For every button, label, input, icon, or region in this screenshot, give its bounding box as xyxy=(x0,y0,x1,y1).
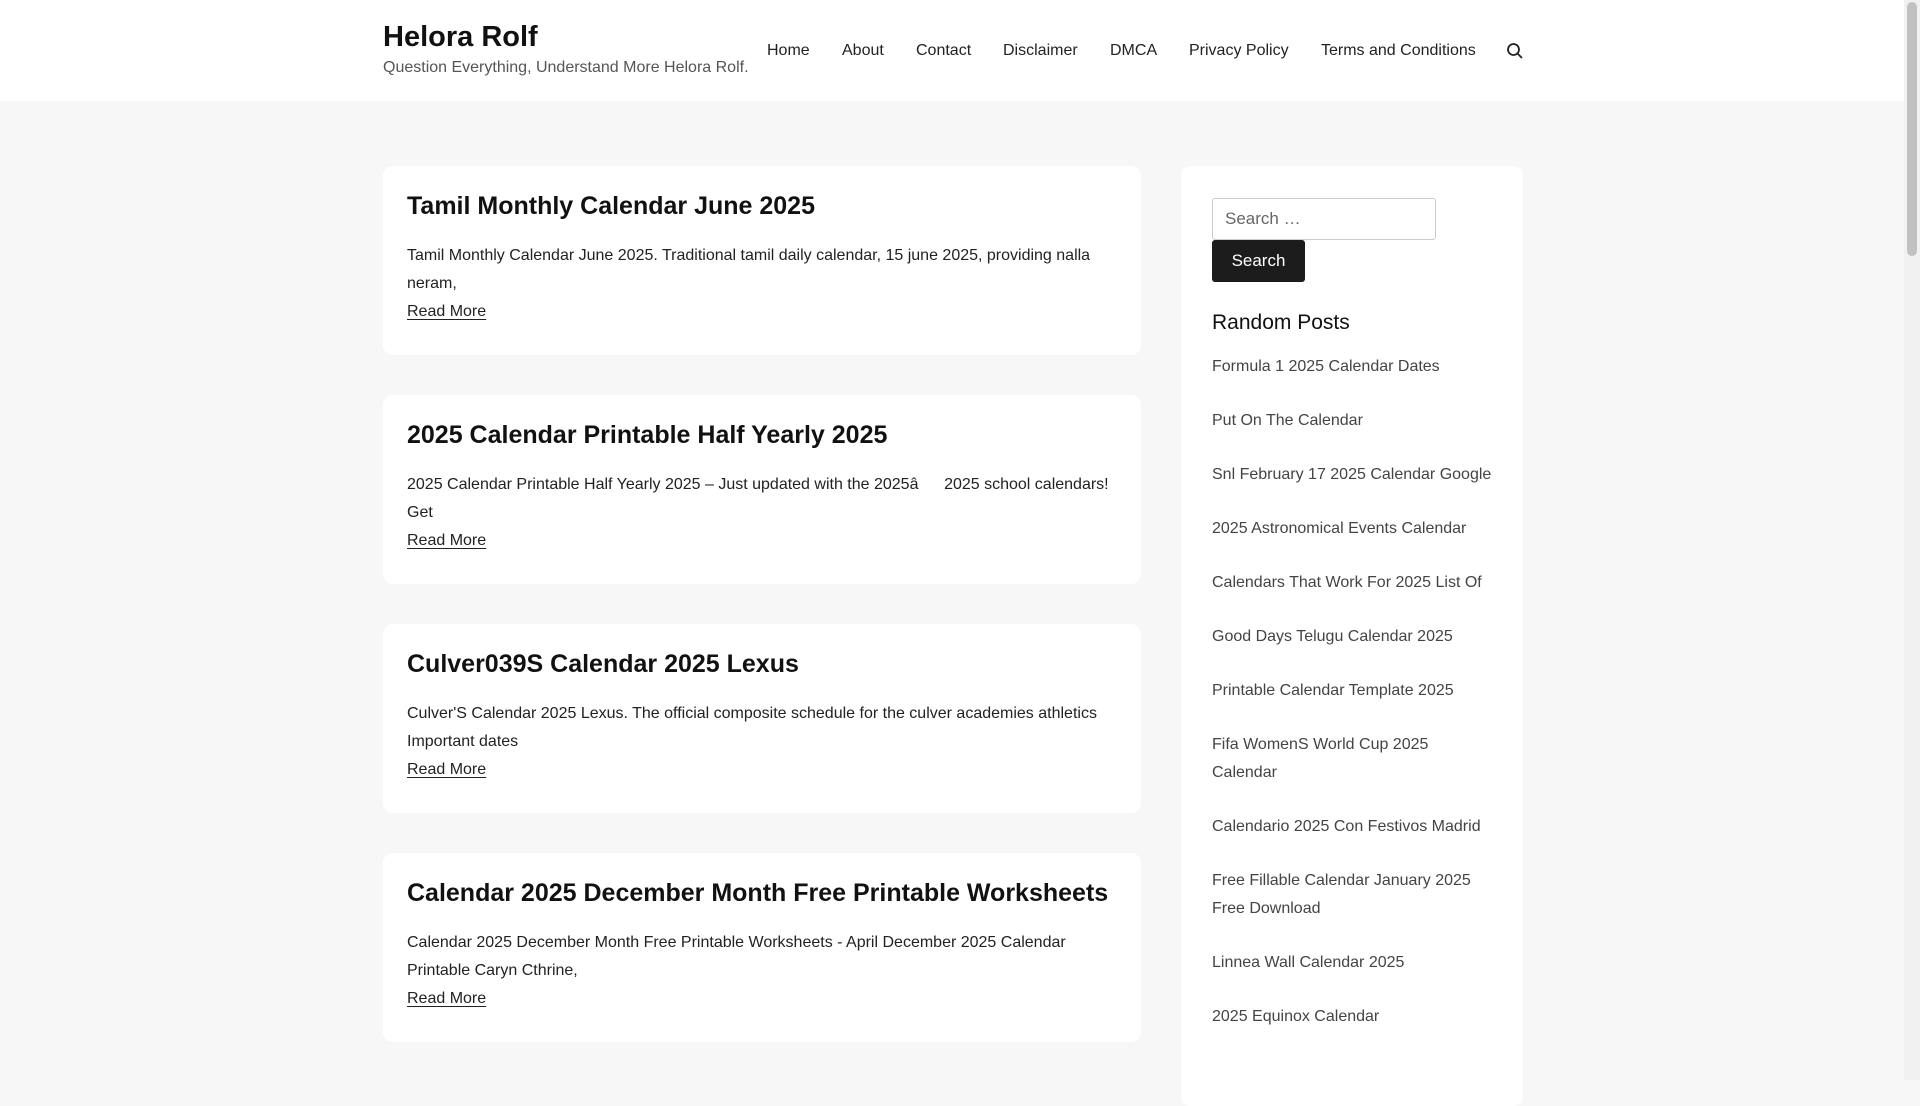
random-posts-heading: Random Posts xyxy=(1212,311,1350,334)
post-title[interactable]: 2025 Calendar Printable Half Yearly 2025 xyxy=(407,421,888,449)
random-post-link[interactable]: Put On The Calendar xyxy=(1212,412,1363,429)
nav-item-contact[interactable]: Contact xyxy=(916,42,972,59)
random-post-link[interactable]: 2025 Equinox Calendar xyxy=(1212,1008,1380,1025)
nav-item-about[interactable]: About xyxy=(842,42,884,59)
site-branding xyxy=(383,19,749,78)
search-icon[interactable] xyxy=(1505,41,1525,61)
random-posts-list xyxy=(1212,353,1492,1031)
nav-item-dmca[interactable]: DMCA xyxy=(1110,42,1158,59)
post-title[interactable]: Calendar 2025 December Month Free Printable Worksheets xyxy=(407,879,1109,907)
post-excerpt: Calendar 2025 December Month Free Printable Worksheets - April December 2025 Calendar Printable Caryn Cthrine, xyxy=(407,934,1066,979)
random-post-link[interactable]: Snl February 17 2025 Calendar Google xyxy=(1212,466,1492,483)
post-excerpt: 2025 Calendar Printable Half Yearly 2025 – Just updated with the 2025â2025 school calendars! Get xyxy=(407,476,1109,521)
post-title[interactable]: Tamil Monthly Calendar June 2025 xyxy=(407,192,815,220)
post-card xyxy=(383,624,1141,813)
scrollbar-thumb[interactable] xyxy=(1907,2,1917,256)
post-card xyxy=(383,853,1141,1042)
nav-item-home[interactable]: Home xyxy=(767,42,810,59)
sidebar xyxy=(1181,166,1523,1106)
post-title[interactable]: Culver039S Calendar 2025 Lexus xyxy=(407,650,799,678)
site-tagline: Question Everything, Understand More Helora Rolf. xyxy=(383,59,749,76)
page-scrollbar[interactable] xyxy=(1904,0,1920,1080)
random-post-link[interactable]: Fifa WomenS World Cup 2025 Calendar xyxy=(1212,736,1429,781)
read-more-link[interactable]: Read More xyxy=(407,532,487,549)
random-post-link[interactable]: Formula 1 2025 Calendar Dates xyxy=(1212,358,1440,375)
random-post-link[interactable]: Calendars That Work For 2025 List Of xyxy=(1212,574,1482,591)
read-more-link[interactable]: Read More xyxy=(407,990,487,1007)
post-card xyxy=(383,395,1141,584)
post-excerpt: Tamil Monthly Calendar June 2025. Traditional tamil daily calendar, 15 june 2025, providing nalla neram, xyxy=(407,247,1091,292)
nav-item-disclaimer[interactable]: Disclaimer xyxy=(1003,42,1078,59)
random-post-link[interactable]: Printable Calendar Template 2025 xyxy=(1212,682,1454,699)
random-post-link[interactable]: Good Days Telugu Calendar 2025 xyxy=(1212,628,1453,645)
random-post-link[interactable]: Free Fillable Calendar January 2025 Free Download xyxy=(1212,872,1471,917)
read-more-link[interactable]: Read More xyxy=(407,761,487,778)
post-card xyxy=(383,166,1141,355)
search-input[interactable] xyxy=(1212,198,1436,240)
random-post-link[interactable]: Linnea Wall Calendar 2025 xyxy=(1212,954,1405,971)
nav-item-terms-and-conditions[interactable]: Terms and Conditions xyxy=(1321,42,1476,59)
random-post-link[interactable]: Calendario 2025 Con Festivos Madrid xyxy=(1212,818,1481,835)
posts-list xyxy=(383,166,1141,1082)
read-more-link[interactable]: Read More xyxy=(407,303,487,320)
nav-item-privacy-policy[interactable]: Privacy Policy xyxy=(1189,42,1289,59)
site-title[interactable]: Helora Rolf xyxy=(383,21,538,53)
random-post-link[interactable]: 2025 Astronomical Events Calendar xyxy=(1212,520,1467,537)
site-header xyxy=(0,0,1904,101)
search-button[interactable]: Search xyxy=(1212,240,1305,282)
post-excerpt: Culver'S Calendar 2025 Lexus. The official composite schedule for the culver academies athletics Important dates xyxy=(407,705,1097,750)
